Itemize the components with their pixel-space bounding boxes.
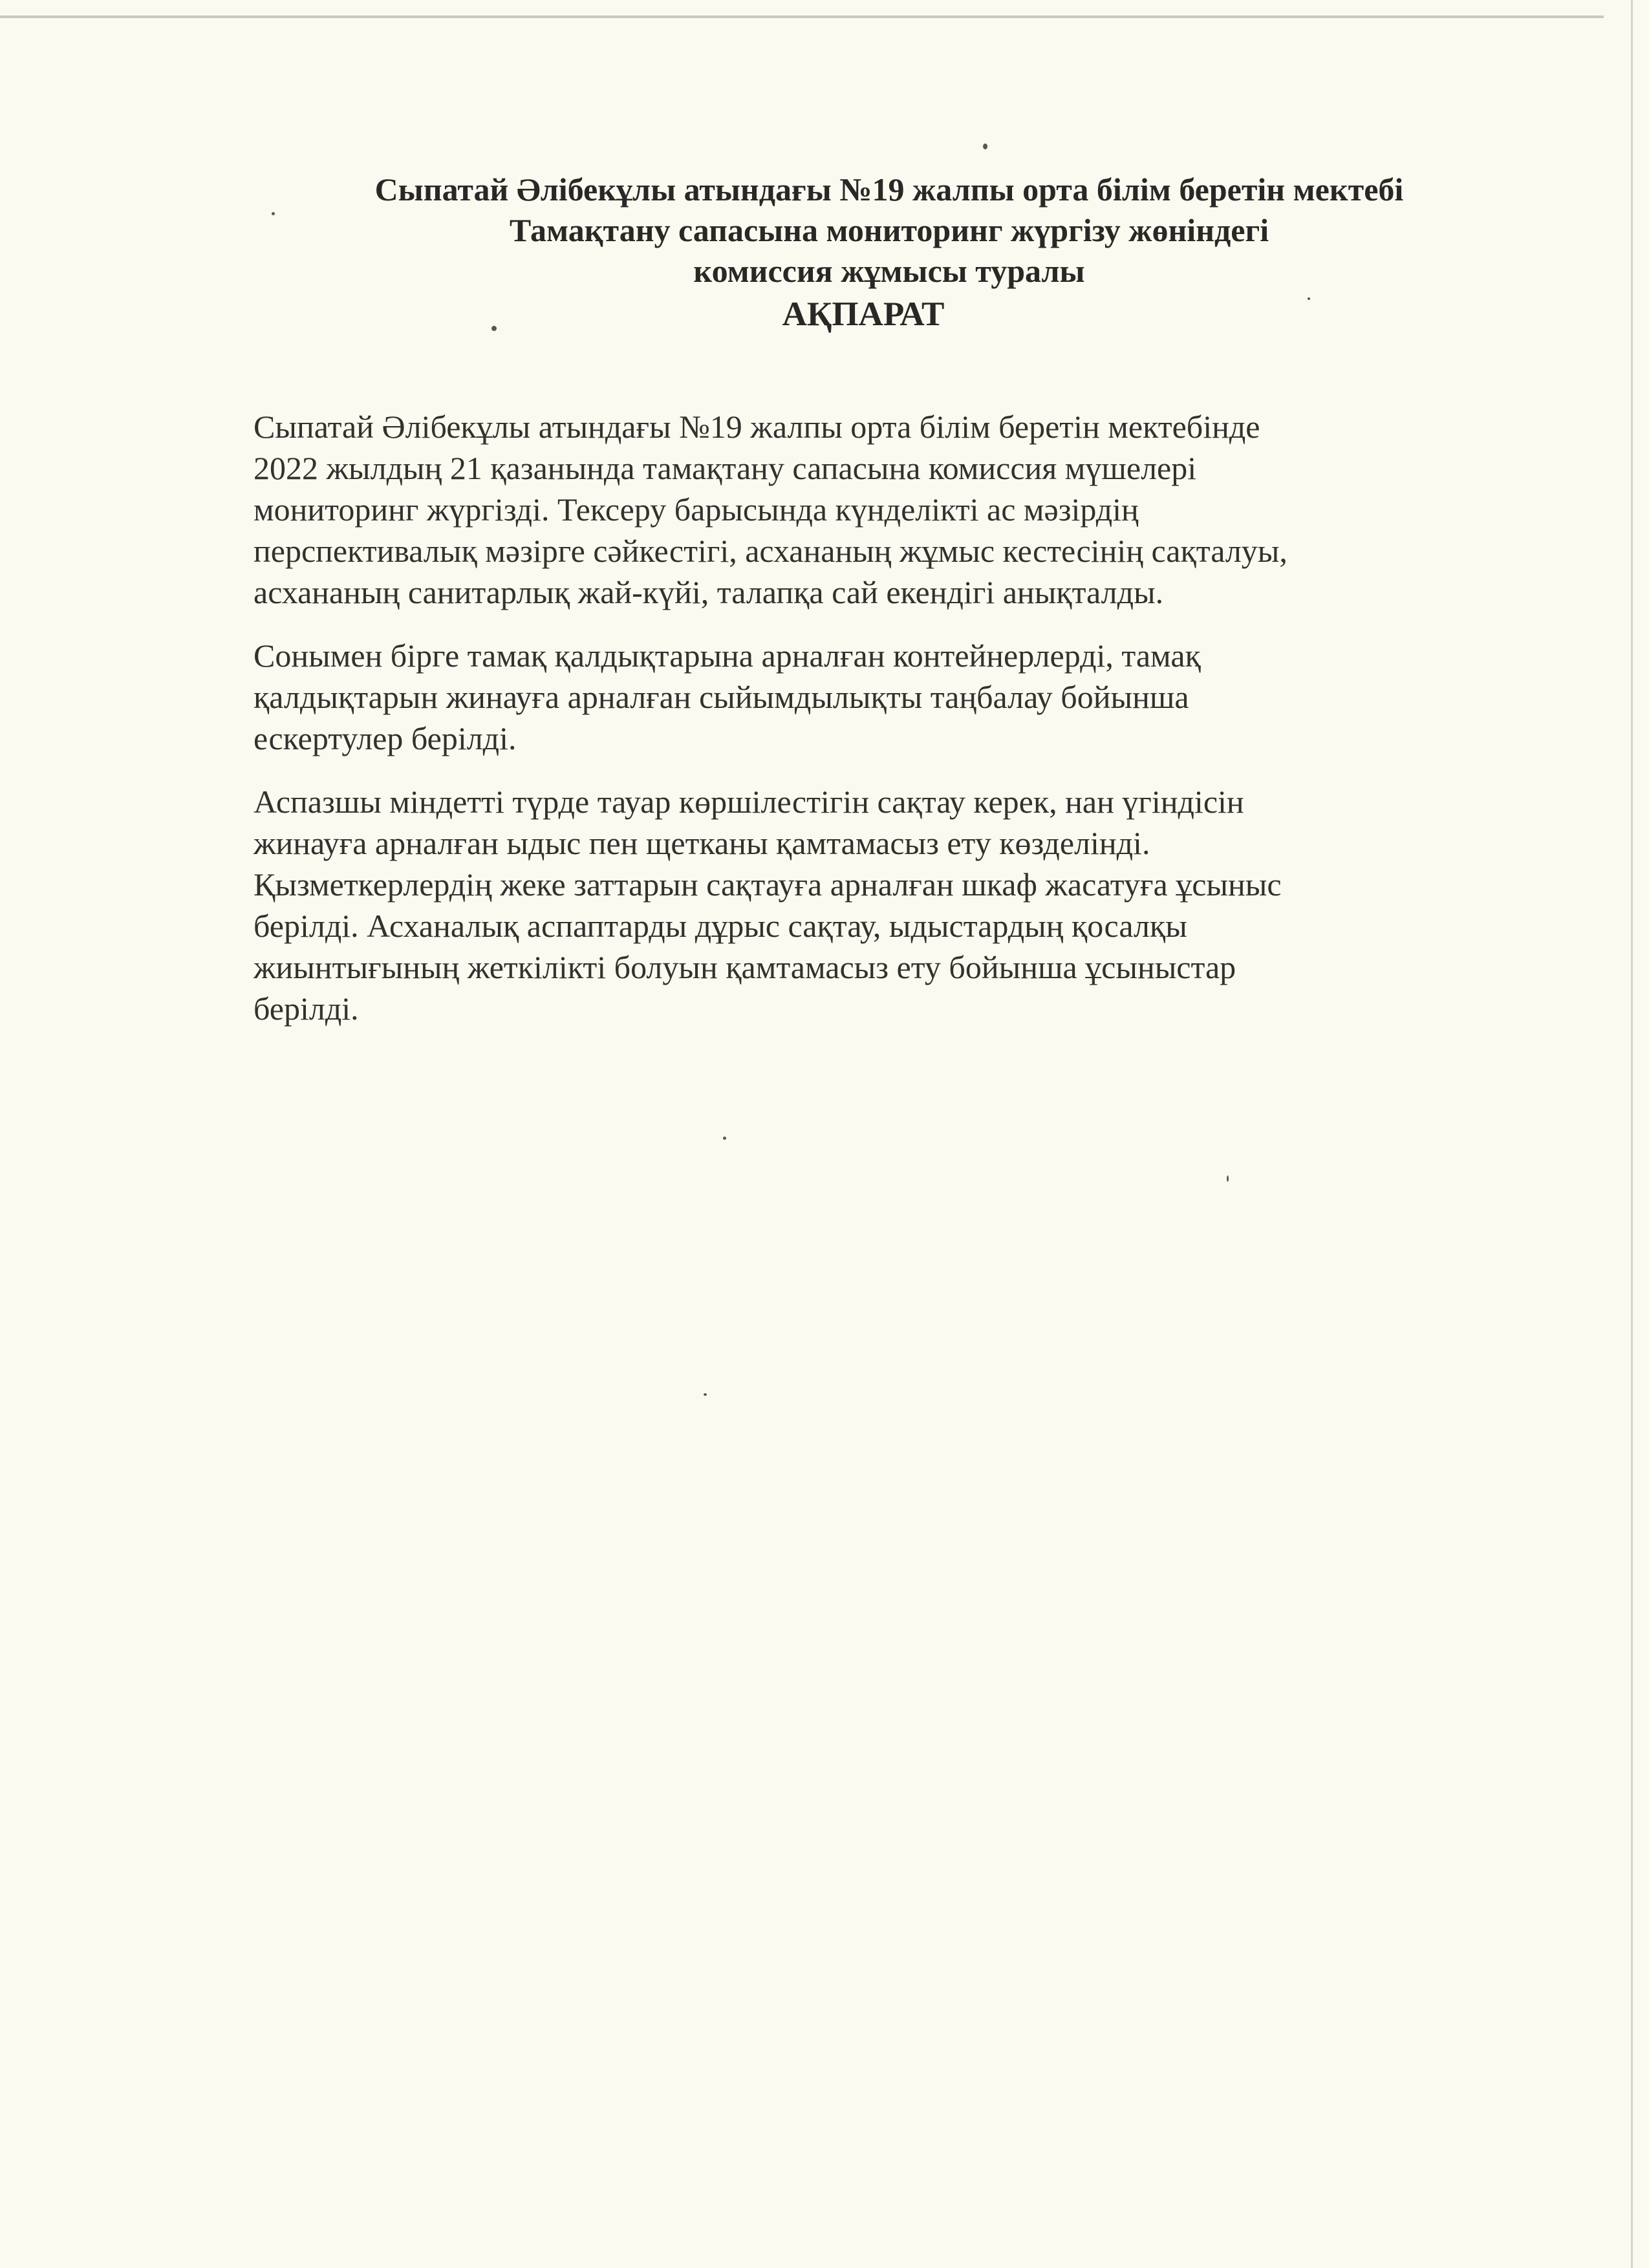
paragraph-line: асхананың санитарлық жай-күйі, талапқа сай екендігі анықталды. [253,574,1164,610]
paragraph-line: мониторинг жүргізді. Тексеру барысында күнделікті ас мәзірдің [253,491,1139,528]
paragraph-line: қалдықтарын жинауға арналған сыйымдылықты таңбалау бойынша [253,679,1189,715]
document-header [259,169,1520,336]
scan-speck [704,1393,707,1396]
paragraph-line: берілді. [253,990,359,1027]
paragraph [253,635,1482,759]
scan-speck [723,1137,726,1140]
scan-speck [1227,1175,1229,1182]
scan-right-edge [1631,0,1633,2268]
paragraph [253,406,1482,613]
paragraph-line: Қызметкерлердің жеке заттарын сақтауға арналған шкаф жасатуға ұсыныс [253,866,1282,903]
paragraph-line: перспективалық мәзірге сәйкестігі, асхананың жұмыс кестесінің сақталуы, [253,533,1288,569]
scan-speck [983,144,987,149]
paragraph-line: Сонымен бірге тамақ қалдықтарына арналған контейнерлерді, тамақ [253,637,1201,674]
paragraph [253,781,1482,1029]
document-body [253,406,1482,1051]
subject-line-2: комиссия жұмысы туралы [693,253,1085,289]
scan-top-edge [0,16,1604,18]
paragraph-line: Сыпатай Әлібекұлы атындағы №19 жалпы орта білім беретін мектебінде [253,409,1260,445]
subject-line-1: Тамақтану сапасына мониторинг жүргізу жөніндегі [509,212,1269,248]
paragraph-line: берілді. Асханалық аспаптарды дұрыс сақтау, ыдыстардың қосалқы [253,908,1187,944]
paragraph-line: 2022 жылдың 21 қазанында тамақтану сапасына комиссия мүшелері [253,450,1197,486]
school-name-line: Сыпатай Әлібекұлы атындағы №19 жалпы орта білім беретін мектебі [374,171,1404,208]
paragraph-line: жиынтығының жеткілікті болуын қамтамасыз ету бойынша ұсыныстар [253,949,1236,985]
paragraph-line: ескертулер берілді. [253,720,517,756]
paragraph-line: жинауға арналған ыдыс пен щетканы қамтамасыз ету көзделінді. [253,825,1150,861]
paragraph-line: Аспазшы міндетті түрде тауар көршілестігін сақтау керек, нан үгіндісін [253,784,1244,820]
document-title: АҚПАРАТ [782,295,945,333]
